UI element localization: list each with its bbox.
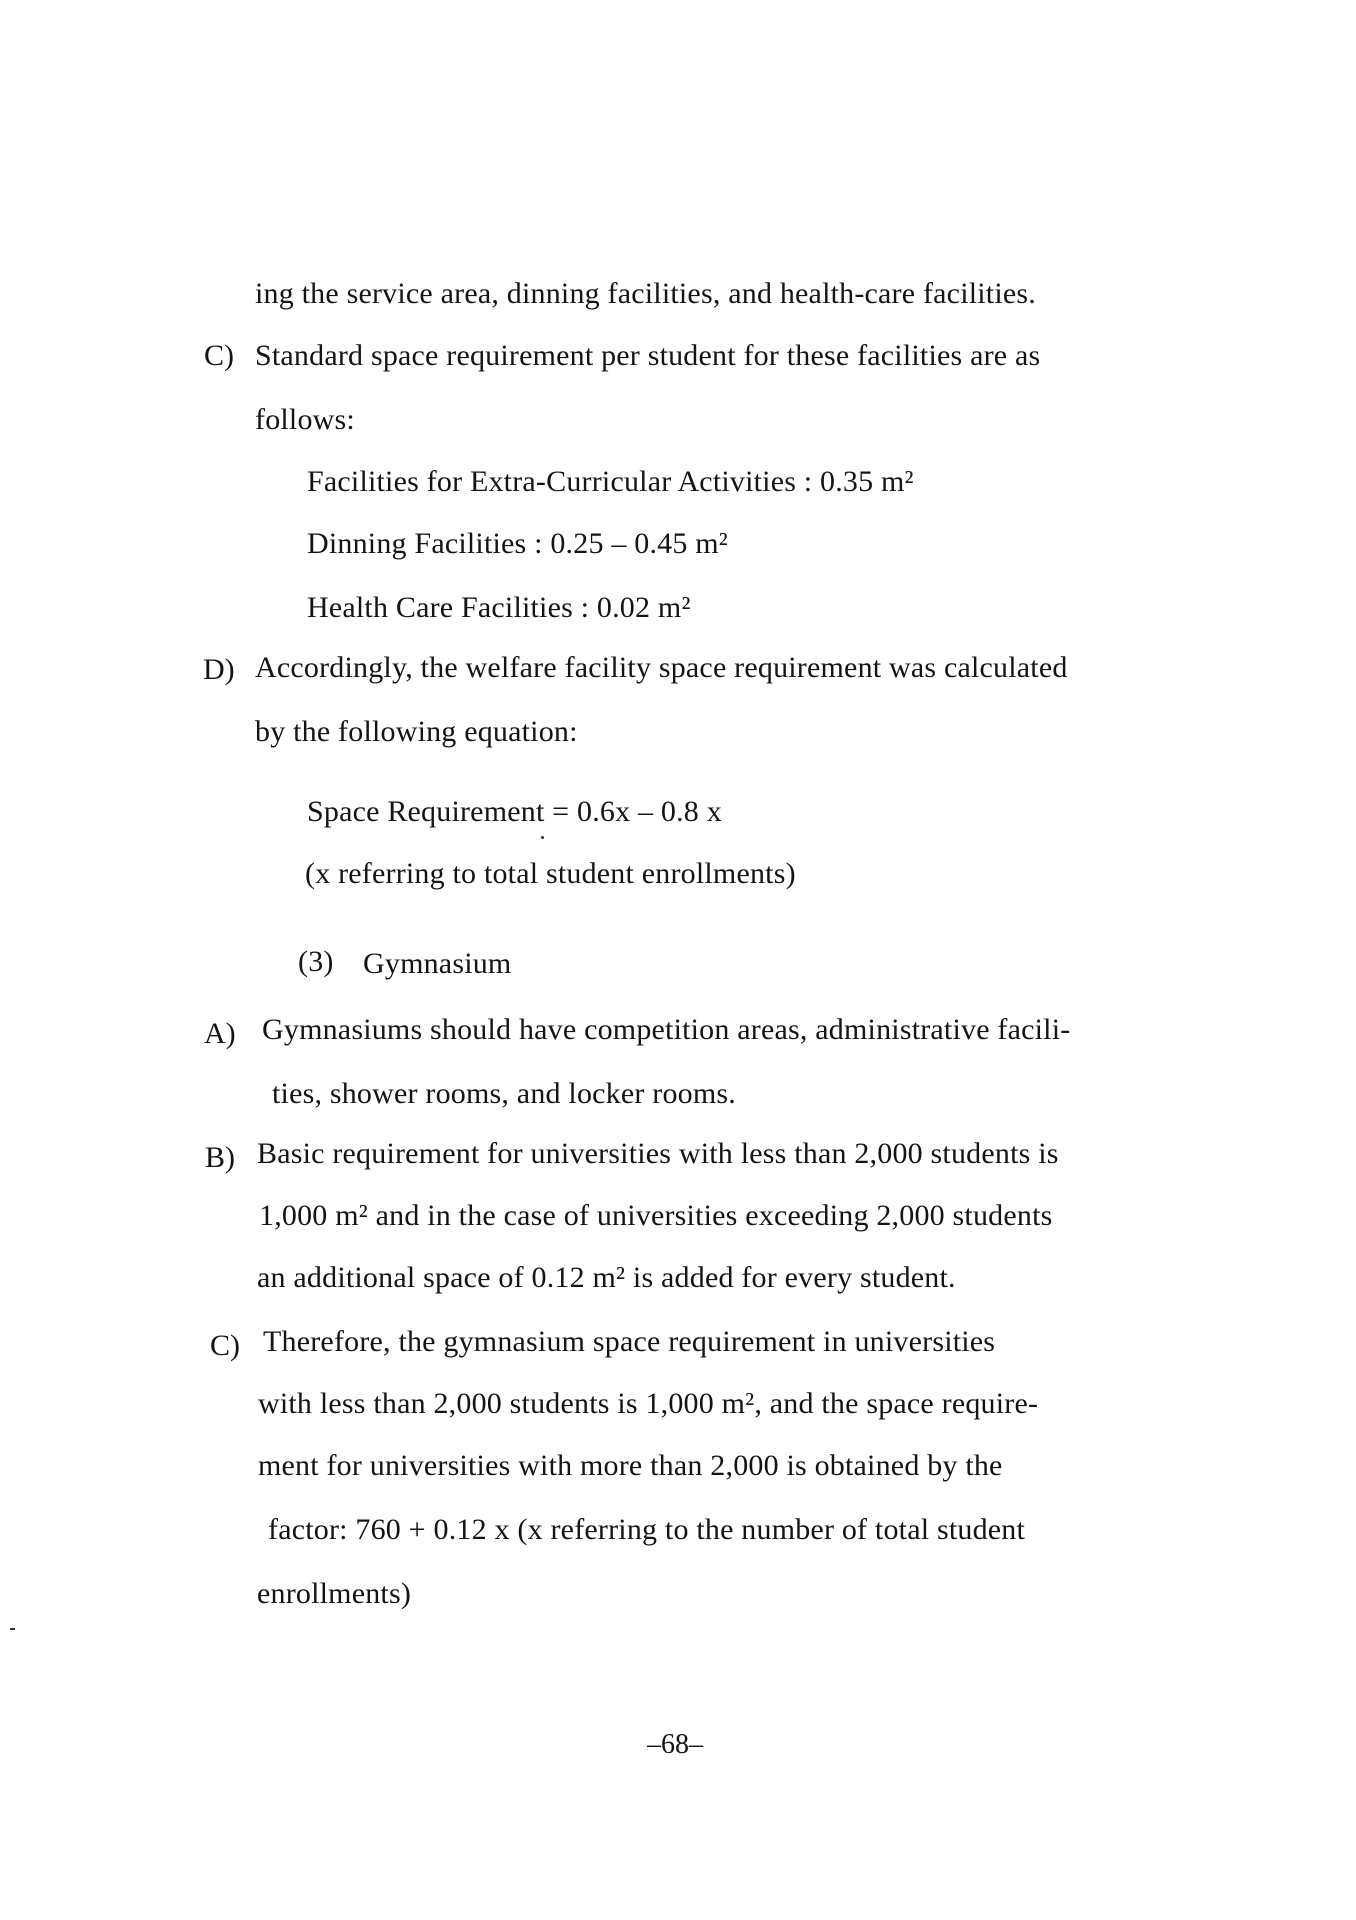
subheading-number: (3) bbox=[298, 945, 334, 978]
requirement-item-health: Health Care Facilities : 0.02 m² bbox=[307, 591, 691, 624]
section-d-line2: by the following equation: bbox=[255, 715, 578, 748]
space-requirement-equation: Space Requirement = 0.6x – 0.8 x bbox=[307, 795, 722, 828]
gym-c-line1: Therefore, the gymnasium space requirement in universities bbox=[263, 1325, 996, 1358]
section-d-line1: Accordingly, the welfare facility space requirement was calculated bbox=[255, 651, 1068, 684]
gym-c-line5: enrollments) bbox=[257, 1577, 412, 1610]
section-c-marker: C) bbox=[204, 339, 234, 372]
paragraph-b-continuation: ing the service area, dinning facilities, and health-care facilities. bbox=[255, 277, 1036, 310]
gym-b-line2: 1,000 m² and in the case of universities exceeding 2,000 students bbox=[259, 1199, 1053, 1232]
gym-c-line2: with less than 2,000 students is 1,000 m², and the space require- bbox=[258, 1387, 1039, 1420]
margin-speck bbox=[10, 1628, 15, 1630]
gym-a-marker: A) bbox=[204, 1017, 236, 1050]
subheading-title: Gymnasium bbox=[363, 947, 512, 980]
gym-a-line1: Gymnasiums should have competition areas, administrative facili- bbox=[262, 1013, 1071, 1046]
print-speck bbox=[541, 836, 544, 839]
page-number: –68– bbox=[647, 1729, 703, 1760]
requirement-item-dining: Dinning Facilities : 0.25 – 0.45 m² bbox=[307, 527, 728, 560]
gym-b-marker: B) bbox=[205, 1141, 235, 1174]
gym-c-marker: C) bbox=[210, 1329, 240, 1362]
gym-a-line2: ties, shower rooms, and locker rooms. bbox=[272, 1077, 736, 1110]
section-c-line1: Standard space requirement per student for these facilities are as bbox=[255, 339, 1041, 372]
gym-b-line3: an additional space of 0.12 m² is added for every student. bbox=[257, 1261, 956, 1294]
section-c-line2: follows: bbox=[255, 403, 355, 436]
equation-note: (x referring to total student enrollments) bbox=[305, 857, 796, 890]
gym-b-line1: Basic requirement for universities with less than 2,000 students is bbox=[257, 1137, 1059, 1170]
gym-c-line4: factor: 760 + 0.12 x (x referring to the number of total student bbox=[268, 1513, 1026, 1546]
requirement-item-extracurricular: Facilities for Extra-Curricular Activities : 0.35 m² bbox=[307, 465, 914, 498]
gym-c-line3: ment for universities with more than 2,000 is obtained by the bbox=[258, 1449, 1003, 1482]
section-d-marker: D) bbox=[203, 653, 235, 686]
